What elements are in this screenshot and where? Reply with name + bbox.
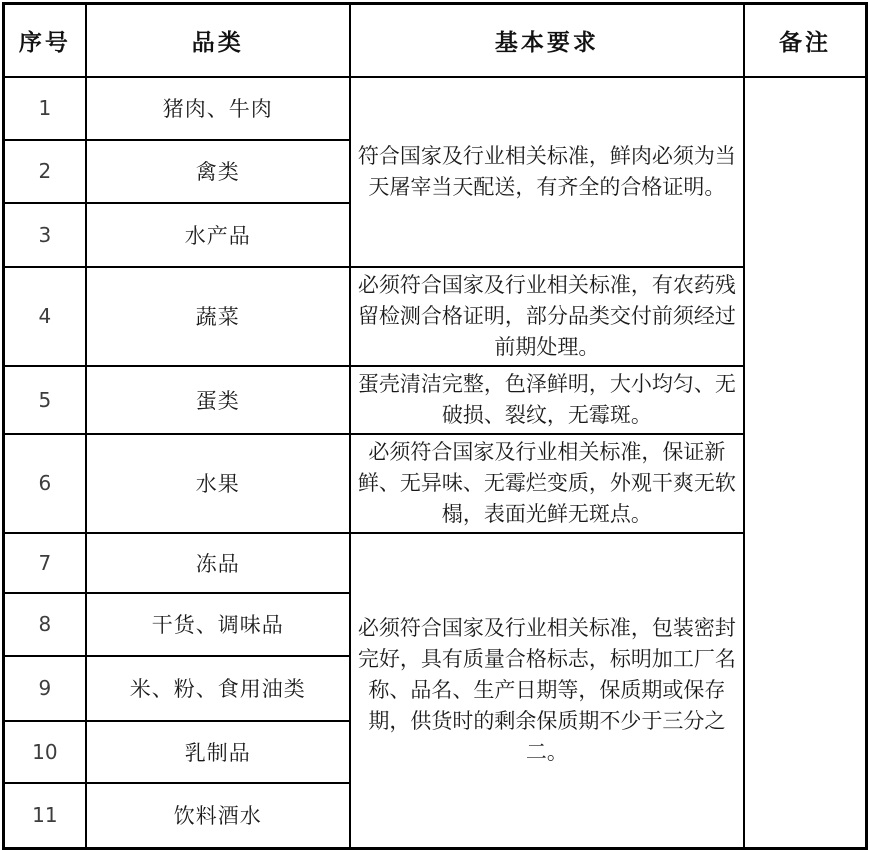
table-row <box>4 267 867 366</box>
row-number-cell: 3 <box>4 203 86 267</box>
category-cell: 蔬菜 <box>86 267 350 366</box>
table-row <box>4 77 867 140</box>
category-cell: 冻品 <box>86 533 350 593</box>
column-header-category: 品类 <box>86 4 350 77</box>
category-cell: 饮料酒水 <box>86 783 350 849</box>
category-cell: 禽类 <box>86 140 350 203</box>
table-header <box>4 4 867 77</box>
row-number-cell: 11 <box>4 783 86 849</box>
row-number-cell: 8 <box>4 593 86 656</box>
header-row <box>4 4 867 77</box>
category-cell: 乳制品 <box>86 721 350 783</box>
category-cell: 干货、调味品 <box>86 593 350 656</box>
category-cell: 米、粉、食用油类 <box>86 656 350 721</box>
requirement-cell: 蛋壳清洁完整，色泽鲜明，大小均匀、无破损、裂纹，无霉斑。 <box>350 366 744 434</box>
row-number-cell: 5 <box>4 366 86 434</box>
category-cell: 蛋类 <box>86 366 350 434</box>
requirement-cell: 符合国家及行业相关标准，鲜肉必须为当天屠宰当天配送，有齐全的合格证明。 <box>350 77 744 267</box>
column-header-number: 序号 <box>4 4 86 77</box>
table-body <box>4 77 867 849</box>
requirement-cell: 必须符合国家及行业相关标准，保证新鲜、无异味、无霉烂变质，外观干爽无软榻，表面光鲜无斑点。 <box>350 434 744 533</box>
category-cell: 水产品 <box>86 203 350 267</box>
column-header-requirement: 基本要求 <box>350 4 744 77</box>
requirement-cell: 必须符合国家及行业相关标准，包装密封完好，具有质量合格标志，标明加工厂名称、品名、生产日期等，保质期或保存期，供货时的剩余保质期不少于三分之二。 <box>350 533 744 849</box>
remark-cell <box>744 77 866 849</box>
row-number-cell: 1 <box>4 77 86 140</box>
table-row <box>4 533 867 593</box>
column-header-remark: 备注 <box>744 4 866 77</box>
category-cell: 猪肉、牛肉 <box>86 77 350 140</box>
row-number-cell: 2 <box>4 140 86 203</box>
table-row <box>4 366 867 434</box>
row-number-cell: 10 <box>4 721 86 783</box>
table-row <box>4 434 867 533</box>
category-cell: 水果 <box>86 434 350 533</box>
row-number-cell: 6 <box>4 434 86 533</box>
row-number-cell: 7 <box>4 533 86 593</box>
requirements-table <box>2 2 868 850</box>
row-number-cell: 4 <box>4 267 86 366</box>
requirement-cell: 必须符合国家及行业相关标准，有农药残留检测合格证明，部分品类交付前须经过前期处理。 <box>350 267 744 366</box>
row-number-cell: 9 <box>4 656 86 721</box>
